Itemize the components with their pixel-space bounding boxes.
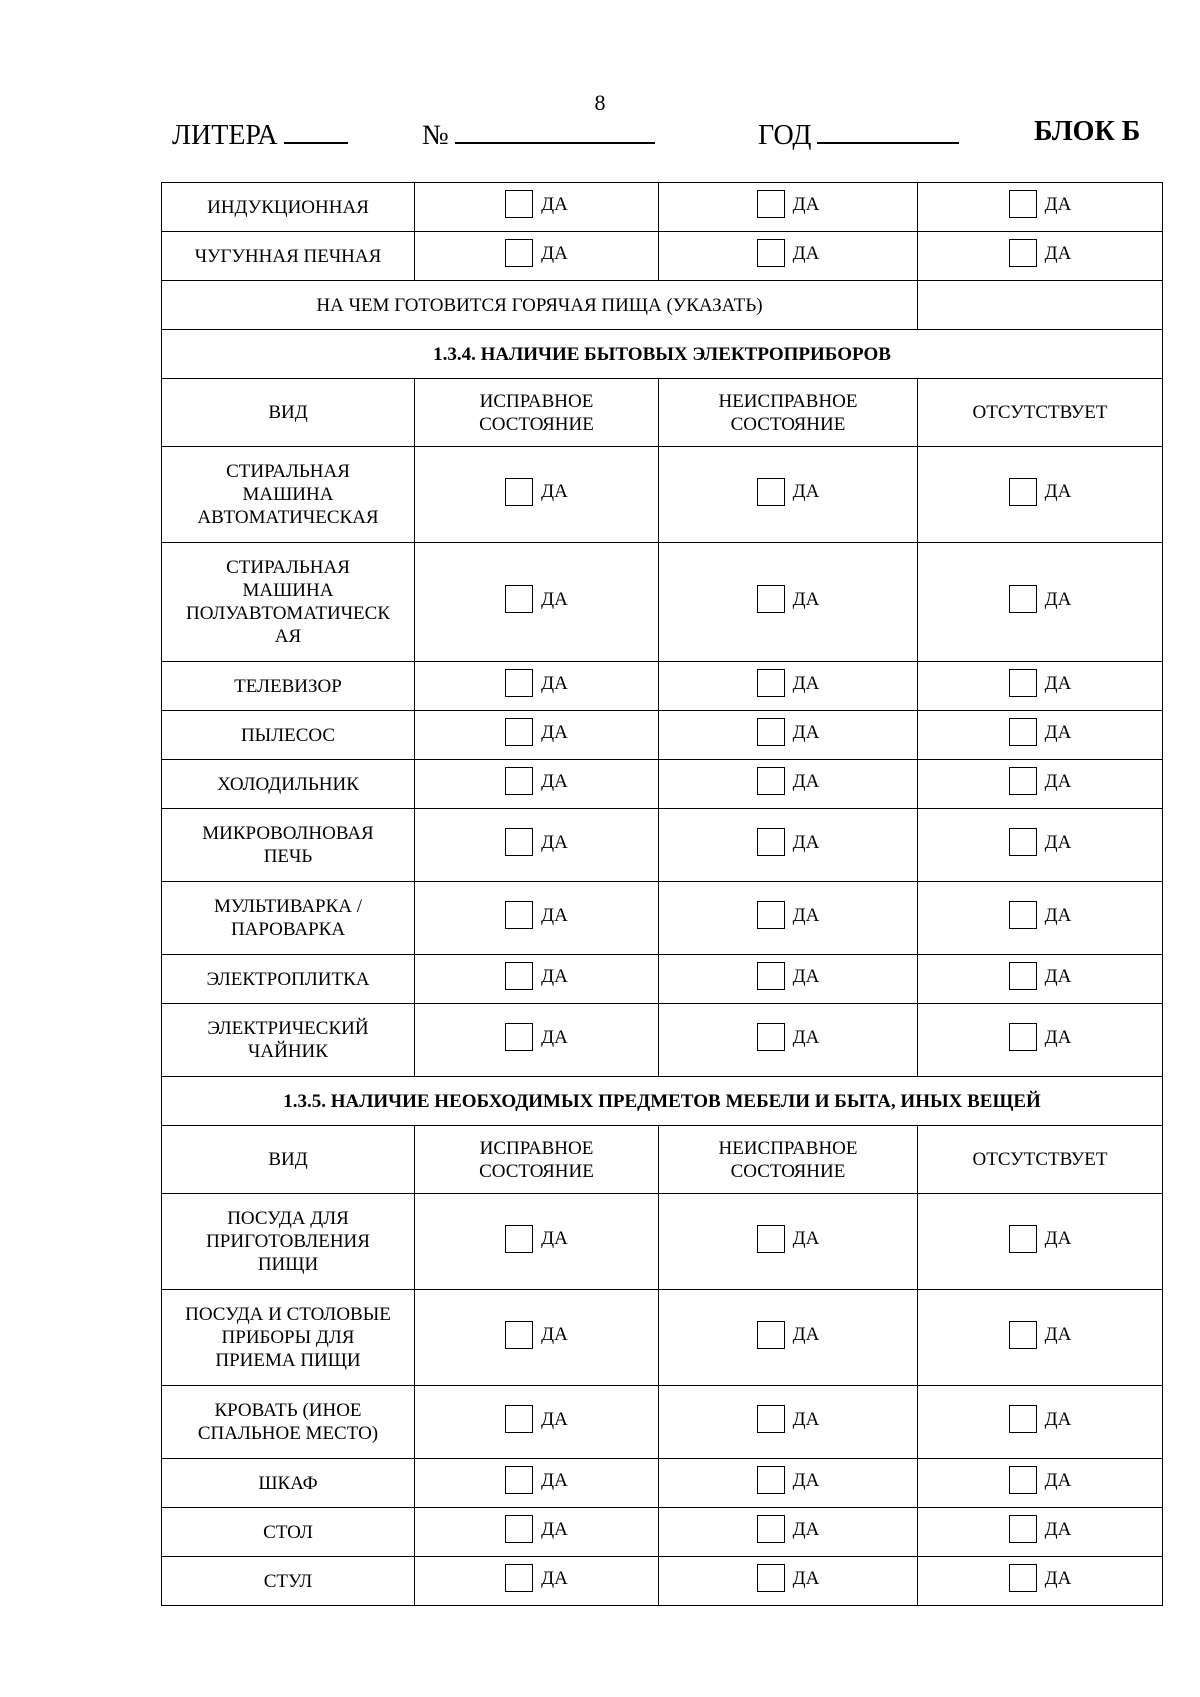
checkbox-box[interactable] bbox=[1009, 478, 1037, 506]
checkbox-section_furniture-2-serviceable[interactable] bbox=[505, 1405, 568, 1433]
row-label: ЧУГУННАЯ ПЕЧНАЯ bbox=[162, 232, 415, 281]
checkbox-cell-serviceable bbox=[415, 1004, 659, 1077]
column-header: ВИД bbox=[162, 1126, 415, 1194]
checkbox-box[interactable] bbox=[505, 1023, 533, 1051]
checkbox-section_furniture-5-faulty[interactable] bbox=[757, 1564, 820, 1592]
checkbox-section_appliances-7-absent[interactable] bbox=[1009, 962, 1072, 990]
checkbox-label: ДА bbox=[541, 1518, 568, 1540]
checkbox-cell-absent bbox=[918, 711, 1163, 760]
table-row bbox=[162, 1508, 1163, 1557]
row-label: СТИРАЛЬНАЯ МАШИНА ПОЛУАВТОМАТИЧЕСК АЯ bbox=[162, 543, 415, 662]
checkbox-box[interactable] bbox=[1009, 1321, 1037, 1349]
column-header-row bbox=[162, 379, 1163, 447]
checkbox-cell-serviceable bbox=[415, 1194, 659, 1290]
checkbox-section_furniture-1-faulty[interactable] bbox=[757, 1321, 820, 1349]
checkbox-cell-serviceable bbox=[415, 543, 659, 662]
checkbox-cell-faulty bbox=[659, 1557, 918, 1606]
checkbox-cell-serviceable bbox=[415, 760, 659, 809]
checkbox-top-1-absent[interactable] bbox=[1009, 239, 1072, 267]
checkbox-box[interactable] bbox=[757, 828, 785, 856]
number-field bbox=[422, 116, 655, 152]
litera-field bbox=[172, 116, 348, 152]
checkbox-cell-serviceable bbox=[415, 809, 659, 882]
checkbox-section_furniture-0-absent[interactable] bbox=[1009, 1225, 1072, 1253]
checkbox-section_appliances-3-serviceable[interactable] bbox=[505, 718, 568, 746]
checkbox-section_appliances-5-absent[interactable] bbox=[1009, 828, 1072, 856]
checkbox-section_appliances-3-faulty[interactable] bbox=[757, 718, 820, 746]
checkbox-cell-faulty bbox=[659, 711, 918, 760]
checkbox-cell-serviceable bbox=[415, 882, 659, 955]
checkbox-section_appliances-6-serviceable[interactable] bbox=[505, 901, 568, 929]
checkbox-section_furniture-4-absent[interactable] bbox=[1009, 1515, 1072, 1543]
checkbox-section_appliances-7-serviceable[interactable] bbox=[505, 962, 568, 990]
checkbox-label: ДА bbox=[541, 1567, 568, 1589]
table-row bbox=[162, 1290, 1163, 1386]
checkbox-box[interactable] bbox=[757, 1321, 785, 1349]
table-row bbox=[162, 809, 1163, 882]
checkbox-section_furniture-5-absent[interactable] bbox=[1009, 1564, 1072, 1592]
checkbox-cell-faulty bbox=[659, 662, 918, 711]
checkbox-cell-absent bbox=[918, 1459, 1163, 1508]
checkbox-cell-faulty bbox=[659, 1459, 918, 1508]
checkbox-label: ДА bbox=[541, 242, 568, 264]
section-title: 1.3.4. НАЛИЧИЕ БЫТОВЫХ ЭЛЕКТРОПРИБОРОВ bbox=[162, 330, 1163, 379]
checkbox-box[interactable] bbox=[505, 901, 533, 929]
checkbox-section_furniture-0-faulty[interactable] bbox=[757, 1225, 820, 1253]
checkbox-label: ДА bbox=[1044, 1518, 1072, 1540]
table-row bbox=[162, 1386, 1163, 1459]
checkbox-label: ДА bbox=[1044, 481, 1072, 502]
checkbox-label: ДА bbox=[541, 831, 568, 853]
checkbox-top-1-serviceable[interactable] bbox=[505, 239, 568, 267]
checkbox-box[interactable] bbox=[757, 962, 785, 990]
checkbox-box[interactable] bbox=[757, 1466, 785, 1494]
checkbox-top-1-faulty[interactable] bbox=[757, 239, 820, 267]
checkbox-section_furniture-3-faulty[interactable] bbox=[757, 1466, 820, 1494]
checkbox-label: ДА bbox=[541, 1324, 568, 1345]
table-row bbox=[162, 711, 1163, 760]
checkbox-label: ДА bbox=[1044, 1408, 1072, 1430]
section-title: 1.3.5. НАЛИЧИЕ НЕОБХОДИМЫХ ПРЕДМЕТОВ МЕБЕЛИ И БЫТА, ИНЫХ ВЕЩЕЙ bbox=[162, 1077, 1163, 1126]
checkbox-box[interactable] bbox=[757, 585, 785, 613]
checkbox-box[interactable] bbox=[505, 478, 533, 506]
checkbox-section_furniture-1-absent[interactable] bbox=[1009, 1321, 1072, 1349]
column-header: ИСПРАВНОЕ СОСТОЯНИЕ bbox=[415, 379, 659, 447]
checkbox-section_appliances-2-serviceable[interactable] bbox=[505, 669, 568, 697]
row-label: ПОСУДА И СТОЛОВЫЕ ПРИБОРЫ ДЛЯ ПРИЕМА ПИЩИ bbox=[162, 1290, 415, 1386]
table-row bbox=[162, 760, 1163, 809]
checkbox-cell-absent bbox=[918, 1004, 1163, 1077]
checkbox-section_furniture-1-serviceable[interactable] bbox=[505, 1321, 568, 1349]
table-row bbox=[162, 1557, 1163, 1606]
checkbox-box[interactable] bbox=[505, 1405, 533, 1433]
row-label: ПЫЛЕСОС bbox=[162, 711, 415, 760]
checkbox-section_appliances-5-faulty[interactable] bbox=[757, 828, 820, 856]
checkbox-section_furniture-5-serviceable[interactable] bbox=[505, 1564, 568, 1592]
checkbox-label: ДА bbox=[1044, 1026, 1072, 1048]
checkbox-label: ДА bbox=[1044, 588, 1072, 610]
checkbox-box[interactable] bbox=[1009, 1515, 1037, 1543]
checkbox-label: ДА bbox=[792, 831, 820, 853]
table-row bbox=[162, 232, 1163, 281]
checkbox-label: ДА bbox=[792, 481, 820, 502]
row-label: ТЕЛЕВИЗОР bbox=[162, 662, 415, 711]
checkbox-cell-faulty bbox=[659, 760, 918, 809]
checkbox-cell-faulty bbox=[659, 882, 918, 955]
checkbox-cell-faulty bbox=[659, 543, 918, 662]
year-field bbox=[758, 116, 959, 152]
checkbox-cell-absent bbox=[918, 1557, 1163, 1606]
checkbox-cell-faulty bbox=[659, 183, 918, 232]
checkbox-label: ДА bbox=[1044, 1228, 1072, 1249]
column-header: ОТСУТСТВУЕТ bbox=[918, 379, 1163, 447]
section-title-row bbox=[162, 330, 1163, 379]
checkbox-label: ДА bbox=[792, 193, 820, 215]
checkbox-section_appliances-4-serviceable[interactable] bbox=[505, 767, 568, 795]
checkbox-box[interactable] bbox=[505, 767, 533, 795]
checkbox-section_appliances-1-serviceable[interactable] bbox=[505, 585, 568, 613]
checkbox-section_appliances-4-faulty[interactable] bbox=[757, 767, 820, 795]
row-label: ИНДУКЦИОННАЯ bbox=[162, 183, 415, 232]
checkbox-section_appliances-5-serviceable[interactable] bbox=[505, 828, 568, 856]
checkbox-section_furniture-2-absent[interactable] bbox=[1009, 1405, 1072, 1433]
checkbox-cell-absent bbox=[918, 543, 1163, 662]
number-label: № bbox=[422, 120, 449, 151]
checkbox-box[interactable] bbox=[505, 585, 533, 613]
checkbox-label: ДА bbox=[1044, 965, 1072, 987]
checkbox-section_appliances-0-faulty[interactable] bbox=[757, 478, 820, 506]
checkbox-box[interactable] bbox=[505, 1515, 533, 1543]
column-header: ВИД bbox=[162, 379, 415, 447]
checkbox-box[interactable] bbox=[1009, 718, 1037, 746]
checkbox-label: ДА bbox=[1044, 193, 1072, 215]
checkbox-cell-faulty bbox=[659, 1194, 918, 1290]
checkbox-label: ДА bbox=[541, 588, 568, 610]
checkbox-box[interactable] bbox=[1009, 1564, 1037, 1592]
hot-food-label: НА ЧЕМ ГОТОВИТСЯ ГОРЯЧАЯ ПИЩА (УКАЗАТЬ) bbox=[162, 281, 918, 330]
number-input[interactable] bbox=[455, 116, 655, 144]
checkbox-box[interactable] bbox=[757, 1405, 785, 1433]
checkbox-label: ДА bbox=[541, 1408, 568, 1430]
checkbox-box[interactable] bbox=[505, 828, 533, 856]
row-label: ЭЛЕКТРОПЛИТКА bbox=[162, 955, 415, 1004]
hot-food-row bbox=[162, 281, 1163, 330]
checkbox-box[interactable] bbox=[505, 718, 533, 746]
checkbox-section_furniture-3-serviceable[interactable] bbox=[505, 1466, 568, 1494]
checkbox-cell-faulty bbox=[659, 955, 918, 1004]
checkbox-label: ДА bbox=[541, 1469, 568, 1491]
checkbox-cell-absent bbox=[918, 662, 1163, 711]
checkbox-section_appliances-7-faulty[interactable] bbox=[757, 962, 820, 990]
checkbox-section_appliances-6-absent[interactable] bbox=[1009, 901, 1072, 929]
checkbox-box[interactable] bbox=[1009, 901, 1037, 929]
table-row bbox=[162, 1459, 1163, 1508]
checkbox-cell-absent bbox=[918, 1290, 1163, 1386]
checkbox-label: ДА bbox=[792, 1518, 820, 1540]
checkbox-label: ДА bbox=[541, 1228, 568, 1249]
litera-label: ЛИТЕРА bbox=[172, 120, 278, 151]
checkbox-section_appliances-8-serviceable[interactable] bbox=[505, 1023, 568, 1051]
checkbox-cell-serviceable bbox=[415, 1290, 659, 1386]
checkbox-cell-serviceable bbox=[415, 1508, 659, 1557]
table-row bbox=[162, 447, 1163, 543]
checkbox-box[interactable] bbox=[1009, 962, 1037, 990]
checkbox-box[interactable] bbox=[757, 901, 785, 929]
checkbox-box[interactable] bbox=[505, 669, 533, 697]
litera-input[interactable] bbox=[284, 116, 348, 144]
checkbox-label: ДА bbox=[1044, 770, 1072, 792]
table-row bbox=[162, 1194, 1163, 1290]
checkbox-label: ДА bbox=[792, 1408, 820, 1430]
checkbox-box[interactable] bbox=[1009, 239, 1037, 267]
checkbox-section_appliances-0-absent[interactable] bbox=[1009, 478, 1072, 506]
table-row bbox=[162, 543, 1163, 662]
checkbox-label: ДА bbox=[541, 481, 568, 502]
checkbox-label: ДА bbox=[1044, 831, 1072, 853]
checkbox-label: ДА bbox=[541, 672, 568, 694]
checkbox-box[interactable] bbox=[505, 1466, 533, 1494]
checkbox-cell-absent bbox=[918, 1194, 1163, 1290]
row-label: МУЛЬТИВАРКА / ПАРОВАРКА bbox=[162, 882, 415, 955]
row-label: ЭЛЕКТРИЧЕСКИЙ ЧАЙНИК bbox=[162, 1004, 415, 1077]
checkbox-box[interactable] bbox=[1009, 828, 1037, 856]
checkbox-top-0-faulty[interactable] bbox=[757, 190, 820, 218]
checkbox-box[interactable] bbox=[757, 718, 785, 746]
checkbox-label: ДА bbox=[541, 721, 568, 743]
checkbox-section_appliances-4-absent[interactable] bbox=[1009, 767, 1072, 795]
checkbox-label: ДА bbox=[792, 672, 820, 694]
checkbox-section_appliances-2-faulty[interactable] bbox=[757, 669, 820, 697]
checkbox-section_appliances-1-faulty[interactable] bbox=[757, 585, 820, 613]
checkbox-cell-serviceable bbox=[415, 662, 659, 711]
checkbox-cell-absent bbox=[918, 183, 1163, 232]
hot-food-input[interactable] bbox=[918, 281, 1163, 330]
form-header bbox=[172, 116, 1152, 156]
checkbox-cell-absent bbox=[918, 1508, 1163, 1557]
checkbox-cell-serviceable bbox=[415, 232, 659, 281]
checkbox-cell-absent bbox=[918, 882, 1163, 955]
table-row bbox=[162, 183, 1163, 232]
column-header: ОТСУТСТВУЕТ bbox=[918, 1126, 1163, 1194]
checkbox-box[interactable] bbox=[505, 1225, 533, 1253]
row-label: СТИРАЛЬНАЯ МАШИНА АВТОМАТИЧЕСКАЯ bbox=[162, 447, 415, 543]
checkbox-label: ДА bbox=[792, 1026, 820, 1048]
checkbox-label: ДА bbox=[792, 1469, 820, 1491]
column-header: ИСПРАВНОЕ СОСТОЯНИЕ bbox=[415, 1126, 659, 1194]
checkbox-label: ДА bbox=[541, 1026, 568, 1048]
checkbox-box[interactable] bbox=[1009, 1225, 1037, 1253]
checkbox-cell-faulty bbox=[659, 809, 918, 882]
checkbox-cell-serviceable bbox=[415, 1386, 659, 1459]
checkbox-label: ДА bbox=[792, 965, 820, 987]
checkbox-label: ДА bbox=[1044, 242, 1072, 264]
checkbox-box[interactable] bbox=[757, 239, 785, 267]
checkbox-box[interactable] bbox=[1009, 767, 1037, 795]
row-label: СТУЛ bbox=[162, 1557, 415, 1606]
section-title-row bbox=[162, 1077, 1163, 1126]
checkbox-box[interactable] bbox=[1009, 1466, 1037, 1494]
checkbox-cell-absent bbox=[918, 232, 1163, 281]
checkbox-label: ДА bbox=[541, 965, 568, 987]
checkbox-cell-absent bbox=[918, 447, 1163, 543]
checkbox-cell-faulty bbox=[659, 447, 918, 543]
checkbox-cell-absent bbox=[918, 1386, 1163, 1459]
checkbox-cell-absent bbox=[918, 955, 1163, 1004]
checkbox-cell-faulty bbox=[659, 1508, 918, 1557]
checkbox-cell-serviceable bbox=[415, 955, 659, 1004]
checkbox-box[interactable] bbox=[1009, 669, 1037, 697]
checkbox-cell-serviceable bbox=[415, 711, 659, 760]
table-row bbox=[162, 955, 1163, 1004]
checkbox-label: ДА bbox=[541, 770, 568, 792]
checkbox-cell-serviceable bbox=[415, 447, 659, 543]
checkbox-section_appliances-0-serviceable[interactable] bbox=[505, 478, 568, 506]
checkbox-label: ДА bbox=[541, 904, 568, 926]
checkbox-box[interactable] bbox=[505, 962, 533, 990]
checkbox-label: ДА bbox=[1044, 1469, 1072, 1491]
checkbox-section_furniture-3-absent[interactable] bbox=[1009, 1466, 1072, 1494]
checkbox-section_furniture-4-serviceable[interactable] bbox=[505, 1515, 568, 1543]
checkbox-box[interactable] bbox=[1009, 190, 1037, 218]
checkbox-box[interactable] bbox=[505, 1564, 533, 1592]
row-label: МИКРОВОЛНОВАЯ ПЕЧЬ bbox=[162, 809, 415, 882]
checkbox-section_furniture-0-serviceable[interactable] bbox=[505, 1225, 568, 1253]
checkbox-label: ДА bbox=[792, 770, 820, 792]
checkbox-section_appliances-2-absent[interactable] bbox=[1009, 669, 1072, 697]
checkbox-box[interactable] bbox=[757, 669, 785, 697]
column-header: НЕИСПРАВНОЕ СОСТОЯНИЕ bbox=[659, 379, 918, 447]
checkbox-section_furniture-4-faulty[interactable] bbox=[757, 1515, 820, 1543]
checkbox-box[interactable] bbox=[505, 190, 533, 218]
checkbox-label: ДА bbox=[792, 1228, 820, 1249]
row-label: СТОЛ bbox=[162, 1508, 415, 1557]
checkbox-box[interactable] bbox=[1009, 1405, 1037, 1433]
checkbox-box[interactable] bbox=[757, 1515, 785, 1543]
checkbox-box[interactable] bbox=[757, 767, 785, 795]
checkbox-cell-faulty bbox=[659, 1004, 918, 1077]
checkbox-label: ДА bbox=[792, 588, 820, 610]
checkbox-box[interactable] bbox=[505, 1321, 533, 1349]
column-header: НЕИСПРАВНОЕ СОСТОЯНИЕ bbox=[659, 1126, 918, 1194]
checkbox-box[interactable] bbox=[1009, 1023, 1037, 1051]
checkbox-section_appliances-3-absent[interactable] bbox=[1009, 718, 1072, 746]
checkbox-label: ДА bbox=[1044, 1567, 1072, 1589]
checkbox-cell-faulty bbox=[659, 232, 918, 281]
checkbox-section_appliances-1-absent[interactable] bbox=[1009, 585, 1072, 613]
checkbox-box[interactable] bbox=[757, 1564, 785, 1592]
inventory-table bbox=[161, 182, 1163, 1606]
checkbox-label: ДА bbox=[1044, 672, 1072, 694]
page-number: 8 bbox=[594, 90, 606, 115]
table-row bbox=[162, 662, 1163, 711]
table-row bbox=[162, 882, 1163, 955]
checkbox-cell-faulty bbox=[659, 1386, 918, 1459]
checkbox-section_appliances-8-faulty[interactable] bbox=[757, 1023, 820, 1051]
checkbox-top-0-serviceable[interactable] bbox=[505, 190, 568, 218]
checkbox-section_appliances-6-faulty[interactable] bbox=[757, 901, 820, 929]
checkbox-label: ДА bbox=[792, 1567, 820, 1589]
checkbox-box[interactable] bbox=[505, 239, 533, 267]
checkbox-label: ДА bbox=[792, 721, 820, 743]
checkbox-label: ДА bbox=[541, 193, 568, 215]
row-label: ПОСУДА ДЛЯ ПРИГОТОВЛЕНИЯ ПИЩИ bbox=[162, 1194, 415, 1290]
block-label: БЛОК Б bbox=[1034, 116, 1141, 147]
table-row bbox=[162, 1004, 1163, 1077]
checkbox-cell-faulty bbox=[659, 1290, 918, 1386]
row-label: ШКАФ bbox=[162, 1459, 415, 1508]
row-label: КРОВАТЬ (ИНОЕ СПАЛЬНОЕ МЕСТО) bbox=[162, 1386, 415, 1459]
checkbox-cell-absent bbox=[918, 760, 1163, 809]
checkbox-cell-serviceable bbox=[415, 183, 659, 232]
checkbox-section_appliances-8-absent[interactable] bbox=[1009, 1023, 1072, 1051]
checkbox-box[interactable] bbox=[757, 478, 785, 506]
checkbox-cell-serviceable bbox=[415, 1459, 659, 1508]
checkbox-top-0-absent[interactable] bbox=[1009, 190, 1072, 218]
year-input[interactable] bbox=[817, 116, 959, 144]
checkbox-label: ДА bbox=[792, 242, 820, 264]
row-label: ХОЛОДИЛЬНИК bbox=[162, 760, 415, 809]
checkbox-cell-absent bbox=[918, 809, 1163, 882]
column-header-row bbox=[162, 1126, 1163, 1194]
checkbox-label: ДА bbox=[792, 1324, 820, 1345]
checkbox-cell-serviceable bbox=[415, 1557, 659, 1606]
checkbox-label: ДА bbox=[792, 904, 820, 926]
checkbox-label: ДА bbox=[1044, 721, 1072, 743]
year-label: ГОД bbox=[758, 120, 812, 151]
checkbox-section_furniture-2-faulty[interactable] bbox=[757, 1405, 820, 1433]
checkbox-label: ДА bbox=[1044, 904, 1072, 926]
checkbox-box[interactable] bbox=[757, 190, 785, 218]
checkbox-box[interactable] bbox=[757, 1023, 785, 1051]
checkbox-box[interactable] bbox=[757, 1225, 785, 1253]
checkbox-label: ДА bbox=[1044, 1324, 1072, 1345]
checkbox-box[interactable] bbox=[1009, 585, 1037, 613]
